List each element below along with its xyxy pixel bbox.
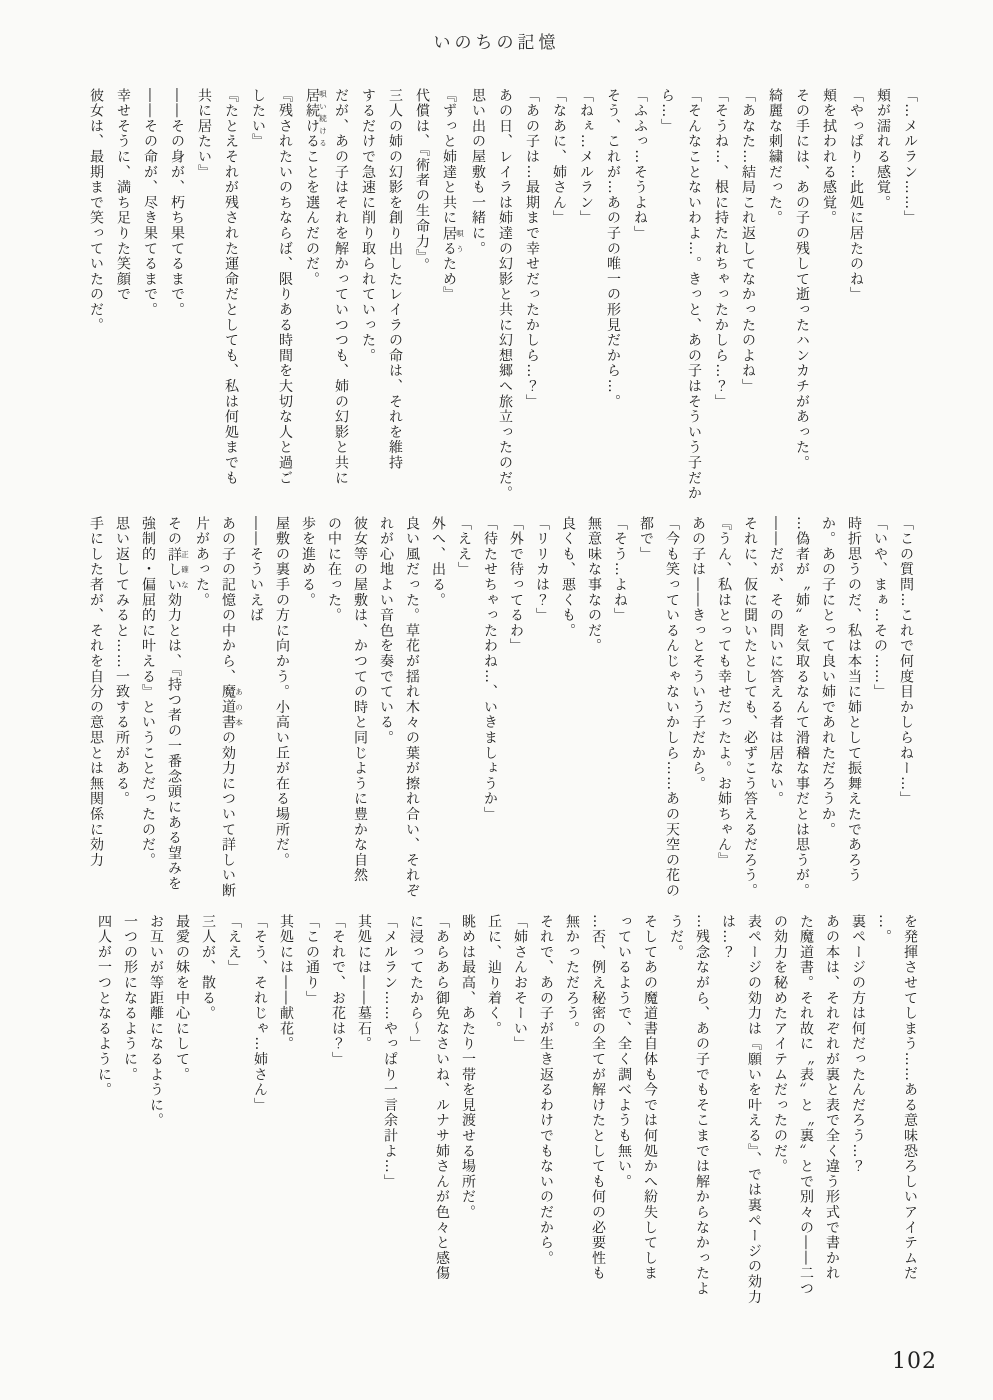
text-column: その詳しい正確な効力とは、『持つ者の一番念頭にある望みを [166,516,190,892]
text-column: ら…」 [659,88,675,134]
text-column: 三人が、散る。 [200,914,216,1022]
text-column: 「あなた…結局これ返してなかったのよね」 [740,88,756,394]
text-column: 「あらあら御免なさいね、ルナサ姉さんが色々と感傷 [434,914,450,1282]
text-column: 「リリカは？」 [534,516,550,624]
text-column: …偽者が〝姉〟を気取るなんて滑稽な事だとは思うが。 [794,516,810,899]
text-column: っているようで、全く調べようも無い。 [616,914,632,1190]
text-column: れが心地よい音色を奏でている。 [378,516,394,746]
text-column: そしてあの魔道書自体も今では何処かへ紛失してしま [642,914,658,1282]
text-column: するだけで急速に削り取られていった。 [360,88,376,364]
text-column: は…？ [720,914,736,960]
text-column: 裏ページの方は何だったんだろう…？ [850,914,866,1175]
text-column: 『残されたいのちならば、限りある時間を大切な人と過ご [277,88,293,486]
furigana-ruby: 居続ける唄い続ける [304,88,328,150]
text-column: ――その命が、尽き果てるまで。 [142,88,158,318]
text-column: 其処には――墓石。 [356,914,372,1052]
text-column: 強制的・偏屈的に叶える』ということだったのだ。 [140,516,156,868]
text-column: 「姉さんおそーい」 [512,914,528,1052]
text-column: 無かっただろう。 [564,914,580,1037]
text-column: 「やっぱり…此処に居たのね」 [848,88,864,303]
text-column: …。 [876,914,892,945]
text-column: 歩を進める。 [300,516,316,608]
text-column: あの子の記憶の中から、魔道書あの本の効力について詳しい断 [220,516,244,899]
text-column: 「この質問…これで何度目かしらねー…」 [898,516,914,807]
text-column: 四人が一つとなるように。 [96,914,112,1098]
text-column: お互いが等距離になるように。 [148,914,164,1129]
text-column: 「なあに、姉さん」 [551,88,567,226]
text-column: 幸せそうに、満ち足りた笑顔で [115,88,131,303]
text-column: た魔道書。それ故に〝表〟と〝裏〟とで別々の――二つ [798,914,814,1297]
text-column: 「待たせちゃったわね…、いきましょうか」 [482,516,498,822]
text-column: 頬が濡れる感覚。 [875,88,891,211]
page-title: いのちの記憶 [433,33,560,53]
text-column: 「そう…よね」 [612,516,628,624]
text-column: 思い出の屋敷も一緒に。 [470,88,486,257]
text-column: ――その身が、朽ち果てるまで。 [169,88,185,318]
text-column: あの本は、それぞれが裏と表で全く違う形式で書かれ [824,914,840,1282]
text-column: 共に居たい』 [196,88,212,180]
text-column: 思い返してみると……一致する所がある。 [114,516,130,807]
text-column: 最愛の妹を中心にして。 [174,914,190,1083]
text-block-middle [83,516,919,912]
text-column: 外へ、出る。 [430,516,446,608]
text-column: 彼女等の屋敷は、かつての時と同じように豊かな自然 [352,516,368,884]
text-block-top [82,88,923,520]
text-column: 時折思うのだ、私は本当に姉として振舞えたであろう [846,516,862,884]
text-column: 頬を拭われる感覚。 [821,88,837,226]
text-column: ――そういえば [248,516,264,624]
text-column: 無意味な事なのだ。 [586,516,602,654]
furigana-ruby: 魔道書あの本 [220,684,244,731]
text-column: 「…メルラン……」 [902,88,918,226]
text-column: か。あの子にとって良い姉であれただろうか。 [820,516,836,838]
text-column: 「そうね…、根に持たれちゃったかしら…？」 [713,88,729,410]
text-column: 『うん、私はとっても幸せだったよ。お姉ちゃん』 [716,516,732,868]
text-column: 「ねぇ…メルラン」 [578,88,594,226]
text-column: 代償は、『術者の生命力』。 [414,88,430,273]
text-column: 「ええ」 [226,914,242,976]
text-column: 其処には――献花。 [278,914,294,1052]
text-column: うだ。 [668,914,684,960]
text-column: 眺めは最高、あたり一帯を見渡せる場所だ。 [460,914,476,1220]
text-column: 居続ける唄い続けることを選んだのだ。 [304,88,328,287]
text-column: 「メルラン……やっぱり一言余計よ…」 [382,914,398,1190]
text-column: …残念ながら、あの子でもそこまでは解からなかったよ [694,914,710,1297]
text-column: ――だが、その問いに答える者は居ない。 [768,516,784,807]
text-column: それに、仮に聞いたとしても、必ずこう答えるだろう。 [742,516,758,899]
text-column: 『ずっと姉達と共に居る唄うため』 [441,88,465,303]
text-column: 「この通り」 [304,914,320,1006]
text-column: に浸ってたから～」 [408,914,424,1052]
text-column: それで、あの子が生き返るわけでもないのだから。 [538,914,554,1266]
text-column: あの子は――きっとそういう子だから。 [690,516,706,792]
text-column: 良い風だった。草花が揺れ木々の葉が擦れ合い、それぞ [404,516,420,899]
text-column: 表ページの効力は『願いを叶える』、では裏ページの効力 [746,914,762,1305]
furigana-ruby: 居る唄う [441,225,465,257]
text-column: 手にした者が、それを自分の意思とは無関係に効力 [88,516,104,868]
text-column: 屋敷の裏手の方に向かう。小高い丘が在る場所だ。 [274,516,290,868]
text-column: 「あの子は…最期まで幸せだったかしら…？」 [524,88,540,410]
text-column: そう、これが…あの子の唯一の形見だから…。 [605,88,621,410]
text-column: あの日、レイラは姉達の幻影と共に幻想郷へ旅立ったのだ。 [497,88,513,502]
text-column: 「外で待ってるわ」 [508,516,524,654]
text-column: 「そう、それじゃ…姉さん」 [252,914,268,1113]
page-number: 102 [892,1349,937,1374]
text-column: 彼女は、最期まで笑っていたのだ。 [88,88,104,333]
text-column: の効力を秘めたアイテムだったのだ。 [772,914,788,1175]
text-column: 都で」 [638,516,654,562]
text-column: 一つの形になるように。 [122,914,138,1083]
text-column: 良くも、悪くも。 [560,516,576,639]
text-column: その手には、あの子の残して逝ったハンカチがあった。 [794,88,810,471]
text-column: …否、例え秘密の全てが解けたとしても何の必要性も [590,914,606,1282]
text-column: 『たとえそれが残された運命だとしても、私は何処までも [223,88,239,486]
text-column: したい』 [250,88,266,150]
text-column: 「ええ」 [456,516,472,578]
text-column: 「それで、お花は？」 [330,914,346,1067]
text-column: 「いや、まぁ…その……」 [872,516,888,700]
text-column: だが、あの子はそれを解かっていつつも、姉の幻影と共に [333,88,349,486]
text-column: 「そんなことないわよ…。きっと、あの子はそういう子だか [686,88,702,502]
text-column: 三人の姉の幻影を創り出したレイラの命は、それを維持 [387,88,403,471]
text-column: 「今も笑っているんじゃないかしら……あの天空の花の [664,516,680,899]
text-column: 「ふふっ…そうよね」 [632,88,648,241]
text-column: を発揮させてしまう……ある意味恐ろしいアイテムだ [902,914,918,1282]
text-column: の中に在った。 [326,516,342,624]
text-block-bottom [91,914,923,1348]
furigana-ruby: 詳しい正確な [166,546,190,593]
text-column: 片があった。 [194,516,210,608]
text-column: 綺麗な刺繍だった。 [767,88,783,226]
text-column: 丘に、辿り着く。 [486,914,502,1037]
